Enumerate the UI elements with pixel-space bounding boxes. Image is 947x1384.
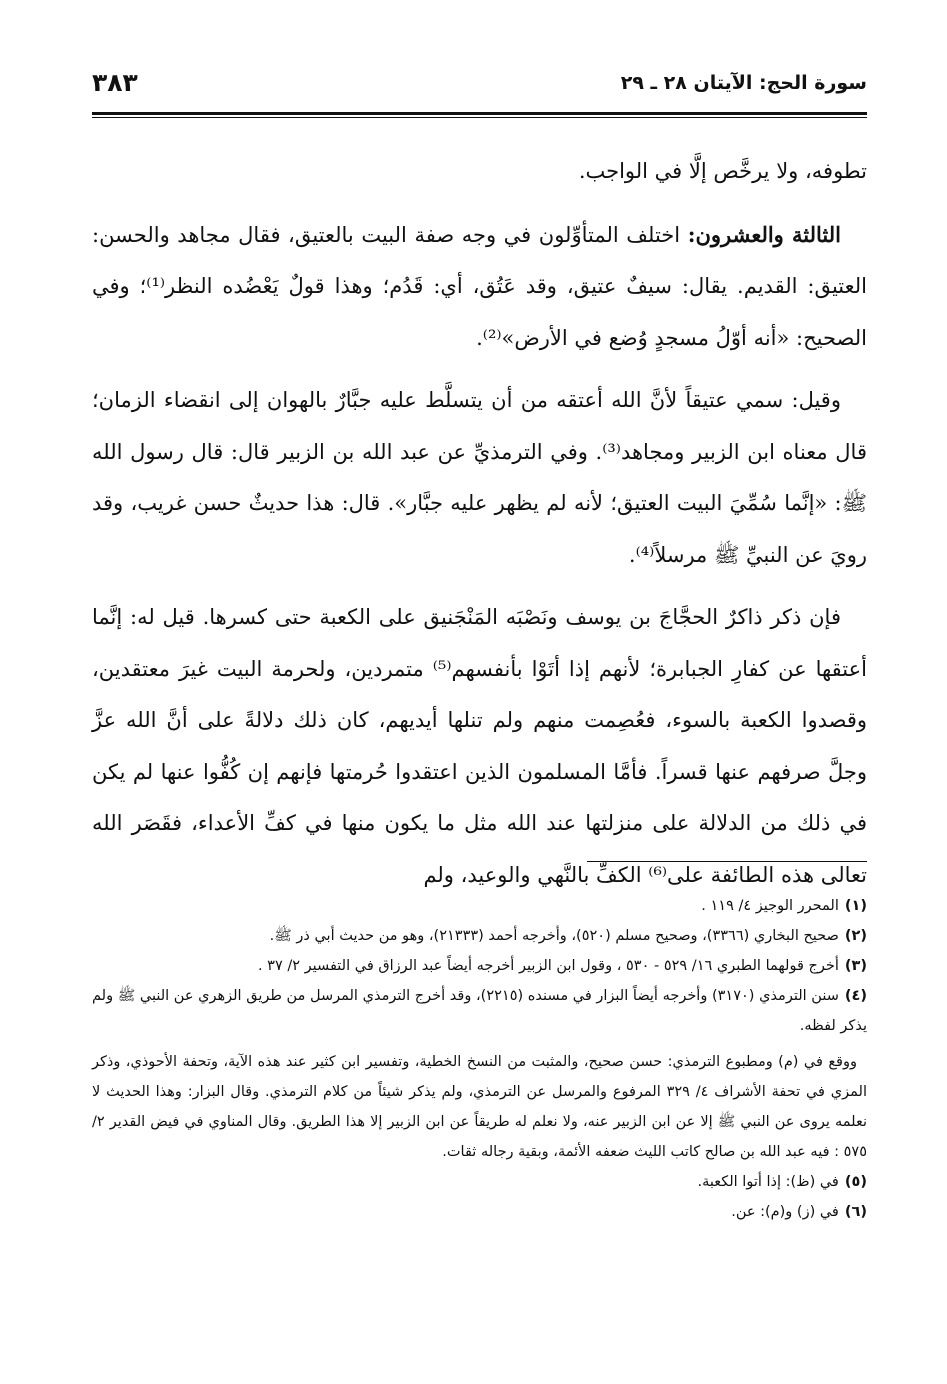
header-rule — [92, 112, 867, 115]
footnote-text: المحرر الوجيز ٤/ ١١٩ . — [701, 898, 839, 914]
footnote — [92, 891, 867, 921]
footnote-number: (٤) — [844, 988, 867, 1004]
footnote-number: (٢) — [844, 928, 867, 944]
header-rule-thin — [92, 117, 867, 118]
footnote — [92, 1197, 867, 1227]
paragraph — [92, 146, 867, 198]
paragraph-text: اختلف المتأوِّلون في وجه صفة البيت بالعتيق، فقال مجاهد والحسن: العتيق: القديم. يقال: سيفٌ عتيق، وقد عَتُق، أي: قَدُم؛ وهذا قولٌ يَعْضُده النظر⁽¹⁾؛ وفي الصحيح: «أنه أوّلُ مسجدٍ وُضع في الأرض»⁽²⁾. — [92, 222, 867, 350]
paragraph-text: وقيل: سمي عتيقاً لأنَّ الله أعتقه من أن يتسلَّط عليه جبَّارٌ بالهوان إلى انقضاء الزمان؛ قال معناه ابن الزبير ومجاهد⁽³⁾. وفي الترمذيِّ عن عبد الله بن الزبير قال: قال رسول الله ﷺ: «إنَّما سُمِّيَ البيت العتيق؛ لأنه لم يظهر عليه جبَّار». قال: هذا حديثٌ حسن غريب، وقد رويَ عن النبيِّ ﷺ مرسلاً⁽⁴⁾. — [92, 388, 867, 567]
footnote — [92, 981, 867, 1041]
footnote-text: صحيح البخاري (٣٣٦٦)، وصحيح مسلم (٥٢٠)، وأخرجه أحمد (٢١٣٣٣)، وهو من حديث أبي ذر ﷺ. — [269, 928, 839, 944]
footnote-text: سنن الترمذي (٣١٧٠) وأخرجه أيضاً البزار في مسنده (٢٢١٥)، وقد أخرج الترمذي المرسل من طريق الزهري عن النبي ﷺ ولم يذكر لفظه. — [92, 988, 867, 1034]
footnote — [92, 951, 867, 981]
footnotes — [92, 891, 867, 1227]
paragraph-text: فإن ذكر ذاكرٌ الحجَّاجَ بن يوسف ونَصْبَه المَنْجَنيق على الكعبة حتى كسرها. قيل له: إنَّما أعتقها عن كفارِ الجبابرة؛ لأنهم إذا أتَوْا بأنفسهم⁽⁵⁾ متمردين، ولحرمة البيت غيرَ معتقدين، وقصدوا الكعبة بالسوء، فعُصِمت منهم ولم تنلها أيديهم، كان ذلك دلالةً على أنَّ الله عزَّ وجلَّ صرفهم عنها قسراً. فأمَّا المسلمون الذين اعتقدوا حُرمتها فإنهم إن كُفُّوا عنها لم يكن في ذلك من الدلالة على منزلتها عند الله مثل ما يكون منها في كفِّ الأعداء، فقَصَر الله تعالى هذه الطائفة على⁽⁶⁾ الكفِّ بالنَّهي والوعيد، ولم — [92, 605, 867, 887]
footnote-number: (٦) — [844, 1204, 867, 1220]
footnote — [92, 1167, 867, 1197]
footnote-number: (٥) — [844, 1174, 867, 1190]
footnote-separator — [587, 861, 867, 862]
paragraph — [92, 375, 867, 581]
main-text — [92, 146, 867, 912]
page-header — [92, 60, 867, 110]
paragraph — [92, 592, 867, 901]
footnote-number: (٣) — [844, 958, 867, 974]
paragraph-lead: الثالثة والعشرون: — [687, 221, 841, 247]
paragraph-text: تطوفه، ولا يرخَّص إلَّا في الواجب. — [578, 159, 867, 183]
footnote-number: (١) — [844, 898, 867, 914]
footnote-text: في (ظ): إذا أتوا الكعبة. — [697, 1174, 839, 1190]
footnote-text: أخرج قولهما الطبري ١٦/ ٥٢٩ - ٥٣٠ ، وقول ابن الزبير أخرجه أيضاً عبد الرزاق في التفسير ٢/ ٣٧ . — [257, 958, 839, 974]
paragraph — [92, 209, 867, 365]
page-number: ٣٨٣ — [92, 68, 138, 97]
footnote-text: في (ز) و(م): عن. — [731, 1204, 839, 1220]
footnote-continuation: ووقع في (م) ومطبوع الترمذي: حسن صحيح، والمثبت من النسخ الخطية، وتفسير ابن كثير عند هذه الآية، وتحفة الأحوذي، وذكر المزي في تحفة الأشراف ٤/ ٣٢٩ المرفوع والمرسل عن الترمذي، ولم يذكر شيئاً من كلام الترمذي. وقال البزار: وهذا الحديث لا نعلمه يروى عن النبي ﷺ إلا عن ابن الزبير عنه، ولا نعلم له طريقاً عن ابن الزبير إلا هذا الطريق. وقال المناوي في فيض القدير ٢/ ٥٧٥ : فيه عبد الله بن صالح كاتب الليث ضعفه الأئمة، وبقية رجاله ثقات. — [92, 1054, 867, 1160]
footnote — [92, 921, 867, 951]
running-title: سورة الحج: الآيتان ٢٨ ـ ٢٩ — [620, 72, 867, 94]
